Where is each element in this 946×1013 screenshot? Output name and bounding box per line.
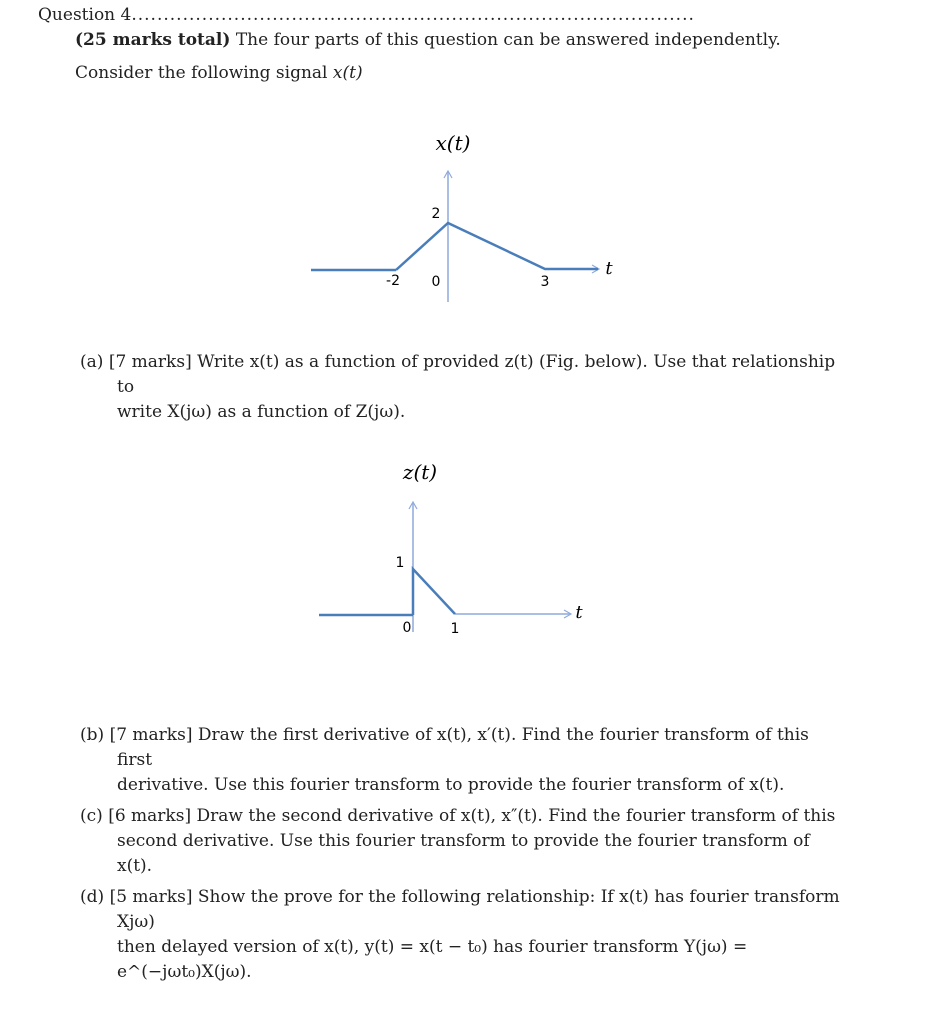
x-plot-tick-neg2: -2: [386, 273, 400, 289]
z-plot-signal: [413, 569, 455, 615]
z-plot-tick-1: 1: [450, 621, 460, 637]
part-a: [80, 350, 845, 425]
x-plot-tick-0: 0: [431, 274, 441, 290]
question-title: Question 4: [38, 5, 132, 25]
part-a-line2: write X(jω) as a function of Z(jω).: [117, 402, 406, 422]
x-plot: [311, 131, 613, 302]
part-c-text1: Draw the second derivative of x(t), x″(t). Find the fourier transform of this: [196, 806, 836, 826]
part-a-line1: [80, 350, 845, 400]
part-c-line1: [80, 804, 845, 829]
part-d-label: (d): [80, 887, 105, 907]
x-plot-title: x(t): [435, 131, 471, 155]
signal-name: x(t): [332, 63, 363, 83]
z-plot-title: z(t): [402, 460, 438, 484]
consider-text: Consider the following signal: [75, 63, 328, 83]
x-plot-tick-3: 3: [540, 274, 550, 290]
part-c-marks: [6 marks]: [108, 806, 192, 826]
part-a-text1: Write x(t) as a function of provided z(t) (Fig. below). Use that relationship to: [117, 352, 836, 397]
z-plot-peak-label: 1: [395, 555, 405, 571]
part-d-text1: Show the prove for the following relationship: If x(t) has fourier transform Xjω): [117, 887, 840, 932]
part-d-line1: [80, 885, 845, 935]
part-c-label: (c): [80, 806, 103, 826]
part-d-line2: then delayed version of x(t), y(t) = x(t − t₀) has fourier transform Y(jω) = e^(−jωt₀)X(jω).: [117, 937, 748, 982]
part-d-marks: [5 marks]: [109, 887, 193, 907]
part-d: [80, 885, 845, 985]
part-b-marks: [7 marks]: [109, 725, 193, 745]
z-plot: [319, 460, 583, 637]
x-plot-peak-label: 2: [431, 206, 441, 222]
part-b: [80, 723, 845, 798]
leader-dots: ........................................................................................: [131, 5, 695, 25]
part-b-line1: [80, 723, 845, 773]
part-b-label: (b): [80, 725, 105, 745]
marks-total: (25 marks total): [75, 30, 231, 50]
part-b-text1: Draw the first derivative of x(t), x′(t). Find the fourier transform of this first: [117, 725, 809, 770]
part-c-line2: second derivative. Use this fourier transform to provide the fourier transform of x(t).: [117, 831, 810, 876]
intro-text: The four parts of this question can be answered independently.: [235, 30, 781, 50]
part-a-marks: [7 marks]: [108, 352, 192, 372]
z-plot-tick-0: 0: [402, 620, 412, 636]
x-plot-signal: [396, 223, 598, 270]
z-plot-axis-label: t: [575, 602, 583, 623]
x-plot-axis-label: t: [605, 258, 613, 279]
part-a-label: (a): [80, 352, 104, 372]
part-b-line2: derivative. Use this fourier transform to provide the fourier transform of x(t).: [117, 775, 785, 795]
part-c: [80, 804, 845, 879]
